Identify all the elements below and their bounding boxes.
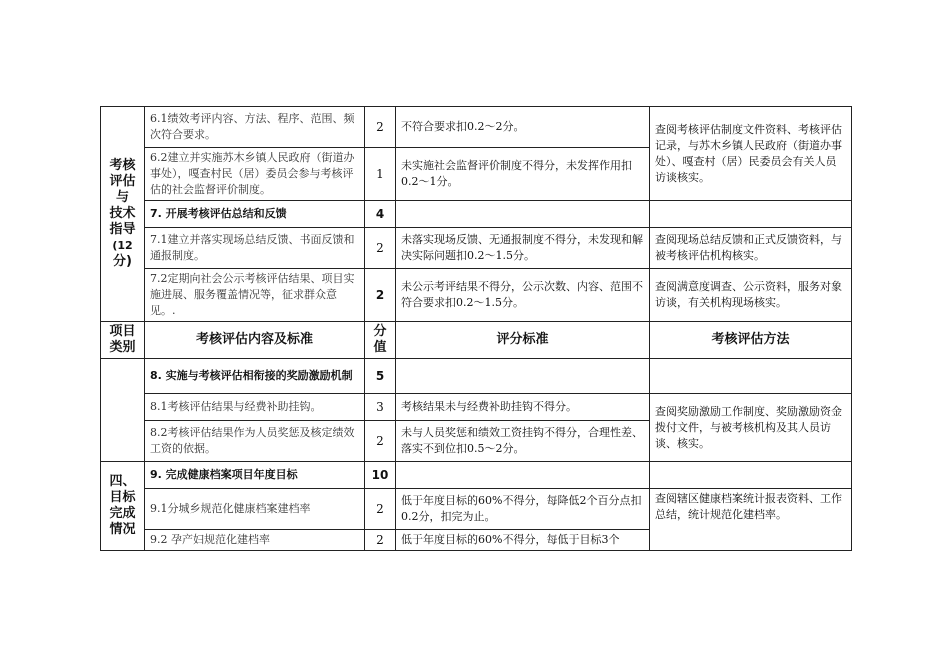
empty-cell bbox=[650, 462, 852, 489]
content-cell: 7.1建立并落实现场总结反馈、书面反馈和通报制度。 bbox=[145, 228, 365, 269]
header-method: 考核评估方法 bbox=[650, 322, 852, 359]
content-cell: 6.1绩效考评内容、方法、程序、范围、频次符合要求。 bbox=[145, 107, 365, 148]
empty-cell bbox=[396, 359, 650, 394]
content-cell: 7.2定期向社会公示考核评估结果、项目实施进展、服务覆盖情况等，征求群众意见。. bbox=[145, 269, 365, 322]
table-row bbox=[101, 394, 852, 421]
table-row bbox=[101, 228, 852, 269]
content-cell: 8.2考核评估结果作为人员奖惩及核定绩效工资的依据。 bbox=[145, 421, 365, 462]
content-cell: 6.2建立并实施苏木乡镇人民政府（街道办事处），嘎查村民（居）委员会参与考核评估的社会监督评价制度。 bbox=[145, 148, 365, 201]
criteria-cell: 未公示考评结果不得分，公示次数、内容、范围不符合要求扣0.2～1.5分。 bbox=[396, 269, 650, 322]
section-row bbox=[101, 462, 852, 489]
criteria-cell: 不符合要求扣0.2～2分。 bbox=[396, 107, 650, 148]
method-cell: 查阅现场总结反馈和正式反馈资料，与被考核评估机构核实。 bbox=[650, 228, 852, 269]
section-score: 10 bbox=[365, 462, 396, 489]
empty-cell bbox=[396, 462, 650, 489]
criteria-cell: 未与人员奖惩和绩效工资挂钩不得分，合理性差、落实不到位扣0.5～2分。 bbox=[396, 421, 650, 462]
empty-category-cell bbox=[101, 359, 145, 462]
empty-cell bbox=[650, 201, 852, 228]
criteria-cell: 未落实现场反馈、无通报制度不得分，未发现和解决实际问题扣0.2～1.5分。 bbox=[396, 228, 650, 269]
score-cell: 1 bbox=[365, 148, 396, 201]
criteria-cell: 未实施社会监督评价制度不得分，未发挥作用扣0.2～1分。 bbox=[396, 148, 650, 201]
content-cell: 9.1分城乡规范化健康档案建档率 bbox=[145, 489, 365, 530]
section-title: 9. 完成健康档案项目年度目标 bbox=[145, 462, 365, 489]
evaluation-table bbox=[100, 106, 852, 551]
score-cell: 2 bbox=[365, 228, 396, 269]
category-cell: 四、 目标 完成 情况 bbox=[101, 462, 145, 551]
header-category: 项目 类别 bbox=[101, 322, 145, 359]
score-cell: 2 bbox=[365, 421, 396, 462]
table-row bbox=[101, 107, 852, 148]
table-row bbox=[101, 489, 852, 530]
criteria-cell: 考核结果未与经费补助挂钩不得分。 bbox=[396, 394, 650, 421]
empty-cell bbox=[650, 359, 852, 394]
score-cell: 2 bbox=[365, 530, 396, 551]
criteria-cell: 低于年度目标的60%不得分，每降低2个百分点扣0.2分，扣完为止。 bbox=[396, 489, 650, 530]
method-cell: 查阅奖励激励工作制度、奖励激励资金拨付文件，与被考核机构及其人员访谈、核实。 bbox=[650, 394, 852, 462]
section-score: 5 bbox=[365, 359, 396, 394]
empty-cell bbox=[396, 201, 650, 228]
header-score: 分 值 bbox=[365, 322, 396, 359]
header-row bbox=[101, 322, 852, 359]
section-title: 8. 实施与考核评估相衔接的奖励激励机制 bbox=[145, 359, 365, 394]
score-cell: 2 bbox=[365, 107, 396, 148]
section-row bbox=[101, 201, 852, 228]
content-cell: 9.2 孕产妇规范化建档率 bbox=[145, 530, 365, 551]
criteria-cell: 低于年度目标的60%不得分，每低于目标3个 bbox=[396, 530, 650, 551]
content-cell: 8.1考核评估结果与经费补助挂钩。 bbox=[145, 394, 365, 421]
section-row bbox=[101, 359, 852, 394]
section-title: 7. 开展考核评估总结和反馈 bbox=[145, 201, 365, 228]
header-content: 考核评估内容及标准 bbox=[145, 322, 365, 359]
score-cell: 2 bbox=[365, 489, 396, 530]
category-cell: 考核 评估 与 技术 指导 (12 分) bbox=[101, 107, 145, 322]
score-cell: 2 bbox=[365, 269, 396, 322]
score-cell: 3 bbox=[365, 394, 396, 421]
method-cell: 查阅辖区健康档案统计报表资料、工作总结，统计规范化建档率。 bbox=[650, 489, 852, 551]
method-cell: 查阅满意度调查、公示资料，服务对象访谈，有关机构现场核实。 bbox=[650, 269, 852, 322]
method-cell: 查阅考核评估制度文件资料、考核评估记录，与苏木乡镇人民政府（街道办事处）、嘎查村（居）民委员会有关人员访谈核实。 bbox=[650, 107, 852, 201]
header-criteria: 评分标准 bbox=[396, 322, 650, 359]
table-row bbox=[101, 269, 852, 322]
section-score: 4 bbox=[365, 201, 396, 228]
